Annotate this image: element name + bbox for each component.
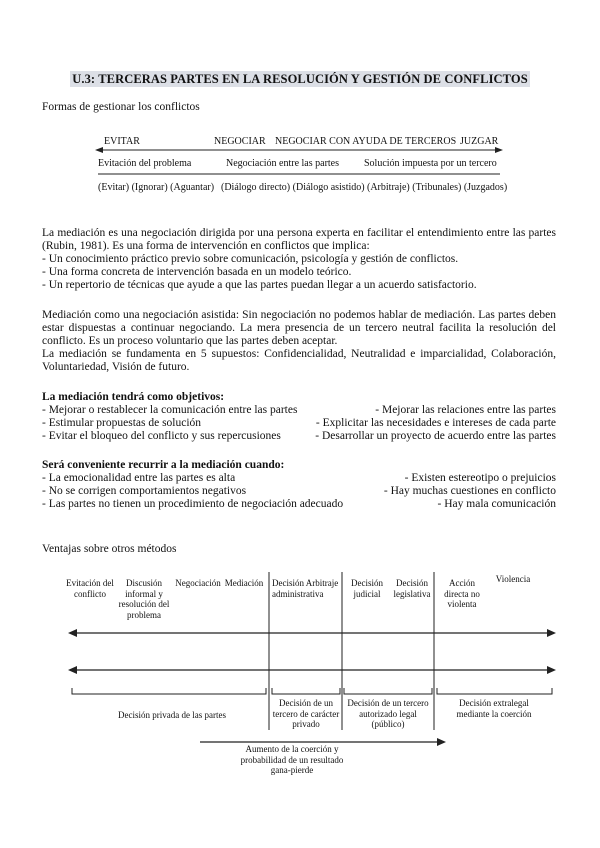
mediation-definition	[42, 227, 556, 292]
label-decision-privada: Decisión privada de las partes	[118, 710, 226, 720]
label-decision-arbitraje: Decisión Arbitraje administrativa	[272, 578, 339, 599]
label-evitacion-conflicto: Evitación del conflicto	[66, 578, 114, 599]
mediation-assisted	[42, 309, 556, 374]
label-evitar-options: (Evitar) (Ignorar) (Aguantar)	[98, 182, 215, 193]
label-aumento-coercion: Aumento de la coerción y probabilidad de un resultado gana-pierde	[240, 744, 344, 775]
label-evitacion: Evitación del problema	[98, 158, 192, 169]
paragraph-line: - Un repertorio de técnicas que ayude a que las partes puedan llegar a un acuerdo satisfactorio.	[42, 279, 477, 291]
objetivos-section	[42, 391, 556, 443]
label-decision-judicial: Decisión judicial	[351, 578, 383, 599]
label-tercero-privado: Decisión de un tercero de carácter privado	[272, 698, 340, 729]
label-extralegal: Decisión extralegal mediante la coerción	[456, 698, 532, 719]
label-mediacion: Mediación	[224, 578, 264, 588]
formas-heading: Formas de gestionar los conflictos	[42, 101, 200, 113]
list-item: - La emocionalidad entre las partes es alta - Existen estereotipo o prejuicios	[42, 472, 556, 484]
label-evitar: EVITAR	[104, 136, 140, 147]
conveniente-heading: Será conveniente recurrir a la mediación cuando:	[42, 459, 285, 471]
list-item: - Mejorar o restablecer la comunicación entre las partes - Mejorar las relaciones entre las partes	[42, 404, 556, 416]
diagram-ventajas	[0, 560, 600, 780]
paragraph-line: La mediación es una negociación dirigida por una persona experta en facilitar el entendimiento entre las partes (Rubin, 1981). Es una forma de intervención en conflictos que implica:	[42, 227, 556, 252]
label-tercero-publico: Decisión de un tercero autorizado legal (público)	[347, 698, 429, 729]
paragraph-line: La mediación se fundamenta en 5 supuestos: Confidencialidad, Neutralidad e imparcialidad, Colaboración, Voluntariedad, Visión de futuro.	[42, 348, 556, 373]
objetivos-heading: La mediación tendrá como objetivos:	[42, 391, 225, 403]
list-item: - Las partes no tienen un procedimiento de negociación adecuado - Hay mala comunicación	[42, 498, 556, 510]
paragraph-line: - Una forma concreta de intervención basada en un modelo teórico.	[42, 266, 352, 278]
list-item: - Estimular propuestas de solución - Explicitar las necesidades e intereses de cada parte	[42, 417, 556, 429]
label-negociar-terceros: NEGOCIAR CON AYUDA DE TERCEROS	[275, 136, 457, 147]
label-discusion-informal: Discusión informal y resolución del problema	[118, 578, 170, 620]
label-negociar: NEGOCIAR	[214, 136, 266, 147]
label-dialogo-options: (Diálogo directo) (Diálogo asistido)	[221, 182, 365, 193]
label-juzgar: JUZGAR	[460, 136, 499, 147]
diagram-formas-lines	[0, 0, 600, 200]
label-violencia: Violencia	[495, 574, 531, 584]
label-negociacion: Negociación	[175, 578, 221, 588]
label-negociacion-partes: Negociación entre las partes	[226, 158, 340, 169]
paragraph-line: - Un conocimiento práctico previo sobre comunicación, psicología y gestión de conflictos.	[42, 253, 459, 265]
label-decision-legislativa: Decisión legislativa	[393, 578, 431, 599]
page-title: U.3: TERCERAS PARTES EN LA RESOLUCIÓN Y GESTIÓN DE CONFLICTOS	[72, 72, 528, 86]
label-solucion-impuesta: Solución impuesta por un tercero	[364, 158, 497, 169]
list-item: - Evitar el bloqueo del conflicto y sus repercusiones - Desarrollar un proyecto de acuerdo entre las partes	[42, 430, 556, 442]
diagram-formas	[0, 0, 600, 200]
list-item: - No se corrigen comportamientos negativos - Hay muchas cuestiones en conflicto	[42, 485, 556, 497]
label-accion-directa: Acción directa no violenta	[444, 578, 480, 609]
paragraph-line: Mediación como una negociación asistida: Sin negociación no podemos hablar de mediación. Las partes deben estar dispuestas a continuar negociando. La mera presencia de un tercero neutral facilita la resolución del conflicto. Es un proceso voluntario que las partes deben aceptar.	[42, 309, 556, 347]
label-arbitraje-options: (Arbitraje) (Tribunales) (Juzgados)	[367, 182, 508, 193]
conveniente-section	[42, 459, 556, 511]
ventajas-heading: Ventajas sobre otros métodos	[42, 543, 177, 555]
